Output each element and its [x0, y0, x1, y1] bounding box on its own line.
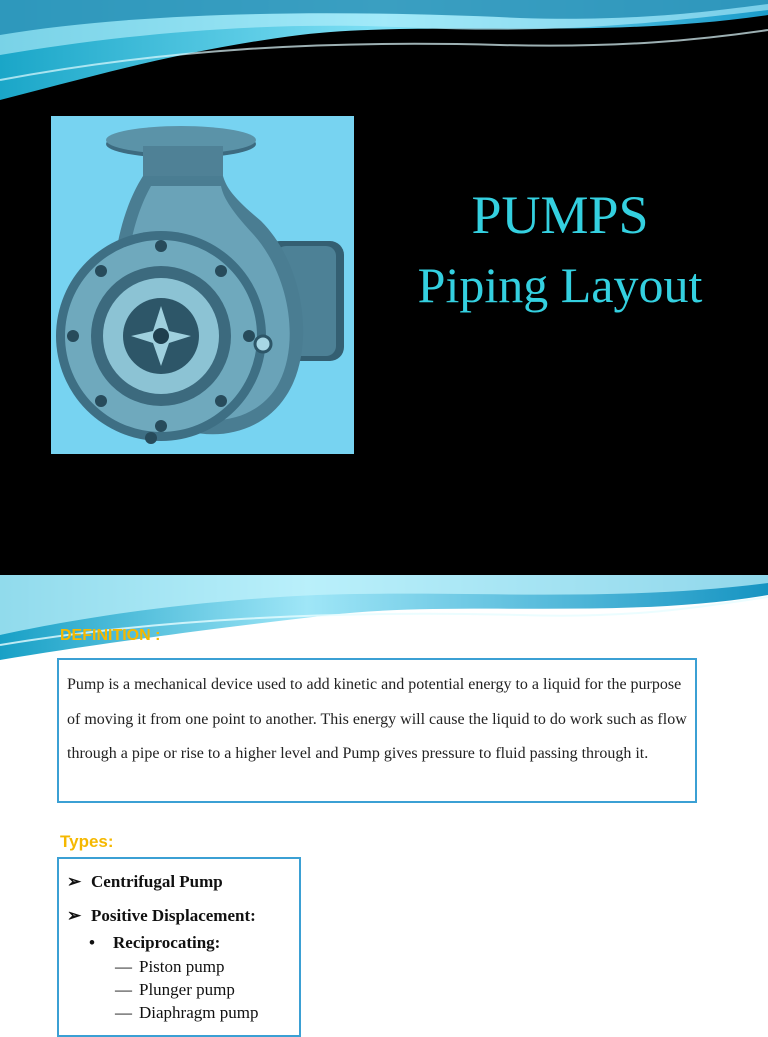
list-item-text: Positive Displacement:	[91, 906, 256, 925]
title-line-1: PUMPS	[471, 185, 649, 245]
list-item	[115, 980, 235, 1000]
arrow-bullet-icon: ➢	[67, 906, 82, 925]
definition-label: DEFINITION :	[60, 627, 161, 644]
types-label: Types:	[60, 832, 114, 851]
dash-bullet-icon: —	[115, 1003, 132, 1022]
list-item-text: Plunger pump	[139, 980, 235, 999]
list-item-text: Reciprocating:	[113, 933, 221, 952]
dash-bullet-icon: —	[115, 980, 132, 999]
list-item-text: Piston pump	[139, 957, 225, 976]
list-item	[115, 957, 225, 977]
bullet-icon: •	[89, 933, 95, 952]
definition-box	[57, 658, 697, 803]
types-box	[57, 857, 301, 1037]
top-wave-decoration	[0, 0, 768, 110]
dash-bullet-icon: —	[115, 957, 132, 976]
arrow-bullet-icon: ➢	[67, 872, 82, 891]
list-item	[89, 933, 220, 953]
list-item	[115, 1003, 258, 1023]
bottom-wave-decoration	[0, 575, 768, 665]
list-item-text: Centrifugal Pump	[91, 872, 223, 891]
definition-text: Pump is a mechanical device used to add kinetic and potential energy to a liquid for the purpose of moving it from one point to another. This energy will cause the liquid to do work such as flow through a pipe or rise to a higher level and Pump gives pressure to fluid passing through it.	[67, 676, 687, 762]
slide-title	[360, 180, 760, 320]
pump-image	[51, 116, 354, 454]
list-item	[67, 872, 223, 892]
list-item-text: Diaphragm pump	[139, 1003, 259, 1022]
title-line-2: Piping Layout	[417, 257, 703, 313]
list-item	[67, 906, 256, 926]
centrifugal-pump-illustration	[51, 116, 354, 454]
